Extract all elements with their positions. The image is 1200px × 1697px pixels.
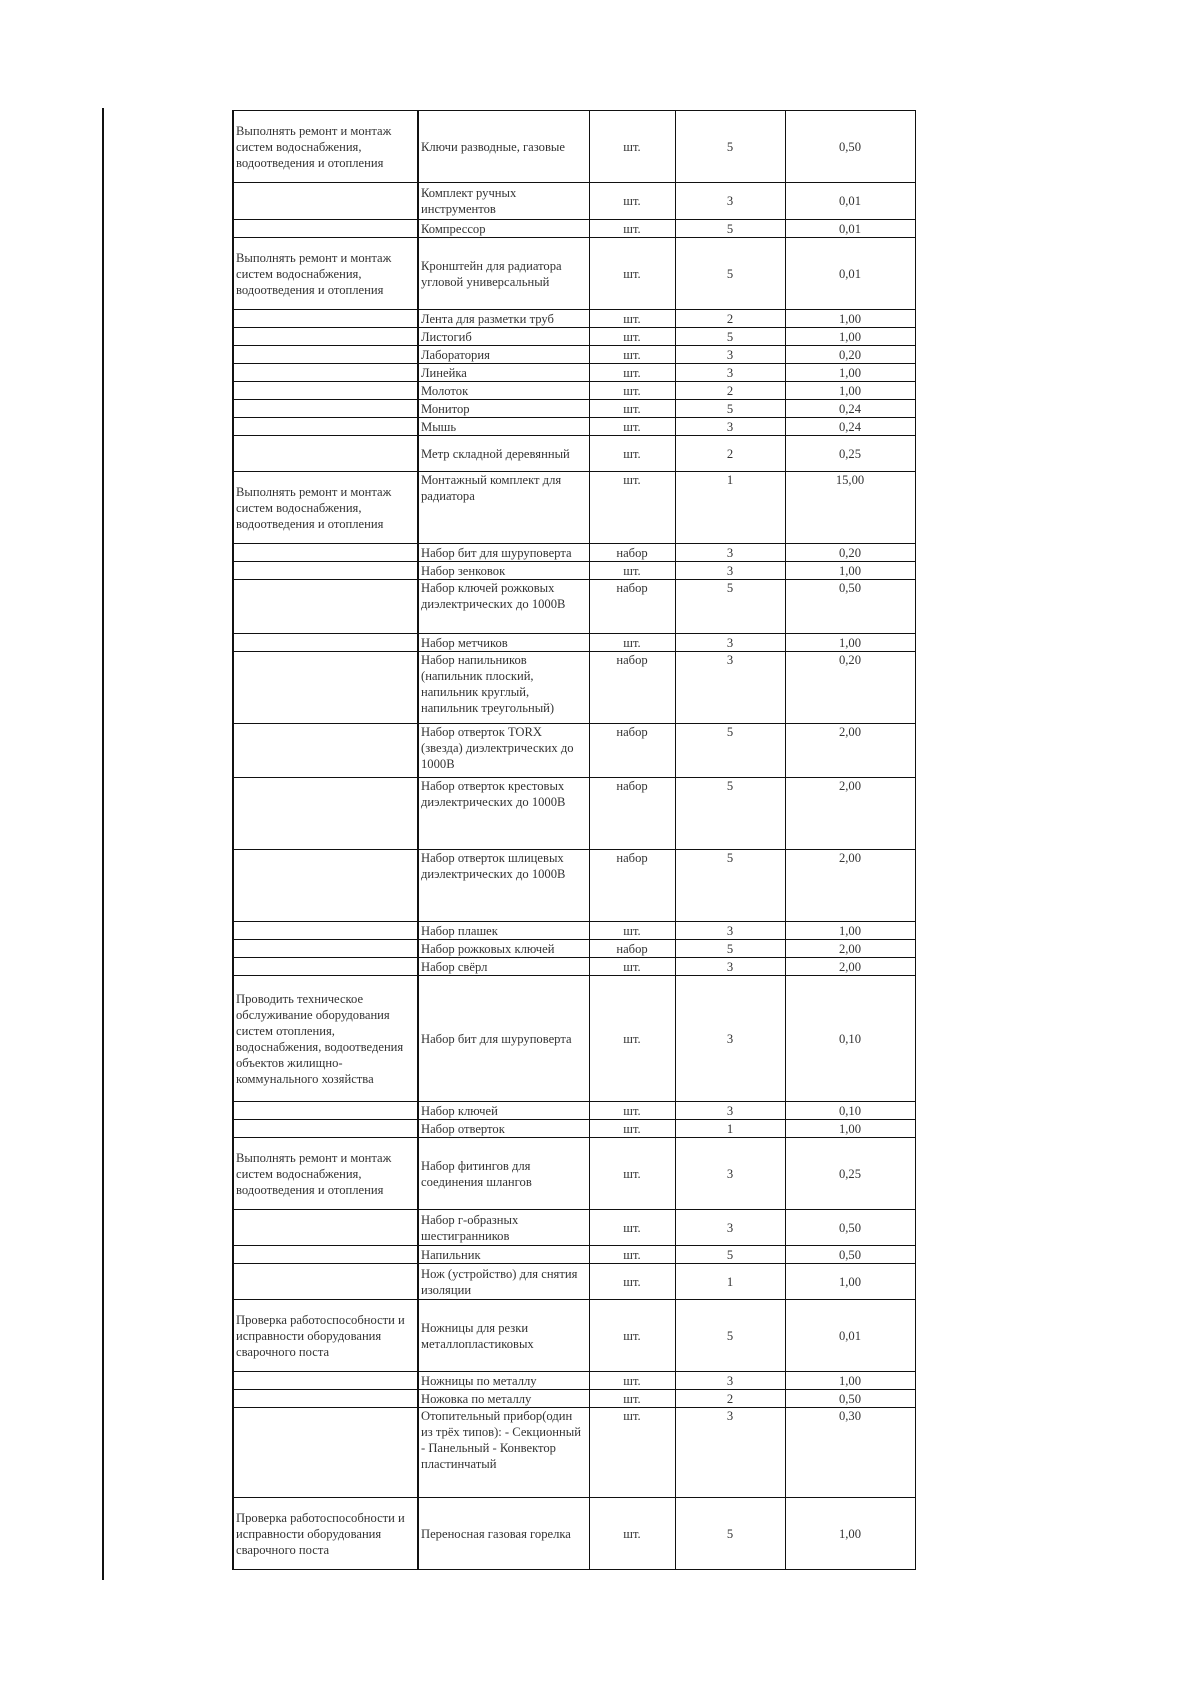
quantity-cell: 2 — [675, 1390, 785, 1408]
table-row — [233, 778, 915, 850]
unit-cell: набор — [589, 850, 675, 922]
unit-cell: шт. — [589, 1210, 675, 1246]
competency-cell — [233, 922, 418, 940]
competency-cell — [233, 418, 418, 436]
table-row — [233, 1300, 915, 1372]
table-row — [233, 1408, 915, 1498]
unit-cell: шт. — [589, 1300, 675, 1372]
unit-cell: шт. — [589, 472, 675, 544]
unit-cell: шт. — [589, 418, 675, 436]
table-row — [233, 1138, 915, 1210]
value-cell: 0,01 — [785, 183, 915, 220]
unit-cell: набор — [589, 724, 675, 778]
table-row — [233, 958, 915, 976]
item-name-cell: Компрессор — [418, 220, 589, 238]
item-name-cell: Набор г-образных шестигранников — [418, 1210, 589, 1246]
table-row — [233, 940, 915, 958]
quantity-cell: 3 — [675, 1210, 785, 1246]
unit-cell: шт. — [589, 1102, 675, 1120]
competency-cell — [233, 1408, 418, 1498]
table-row — [233, 724, 915, 778]
competency-cell — [233, 778, 418, 850]
quantity-cell: 3 — [675, 958, 785, 976]
value-cell: 0,50 — [785, 1210, 915, 1246]
quantity-cell: 2 — [675, 310, 785, 328]
value-cell: 2,00 — [785, 778, 915, 850]
value-cell: 0,01 — [785, 1300, 915, 1372]
table-row — [233, 400, 915, 418]
quantity-cell: 5 — [675, 724, 785, 778]
competency-cell — [233, 940, 418, 958]
quantity-cell: 3 — [675, 346, 785, 364]
item-name-cell: Ключи разводные, газовые — [418, 111, 589, 183]
quantity-cell: 3 — [675, 418, 785, 436]
table-row — [233, 562, 915, 580]
value-cell: 0,10 — [785, 976, 915, 1102]
quantity-cell: 3 — [675, 652, 785, 724]
quantity-cell: 3 — [675, 562, 785, 580]
table-row — [233, 111, 915, 183]
value-cell: 0,20 — [785, 652, 915, 724]
value-cell: 0,50 — [785, 1390, 915, 1408]
quantity-cell: 5 — [675, 111, 785, 183]
unit-cell: шт. — [589, 328, 675, 346]
value-cell: 1,00 — [785, 382, 915, 400]
item-name-cell: Набор фитингов для соединения шлангов — [418, 1138, 589, 1210]
unit-cell: шт. — [589, 1372, 675, 1390]
item-name-cell: Мышь — [418, 418, 589, 436]
quantity-cell: 5 — [675, 400, 785, 418]
unit-cell: шт. — [589, 400, 675, 418]
unit-cell: шт. — [589, 1498, 675, 1570]
table-row — [233, 1120, 915, 1138]
item-name-cell: Отопительный прибор(один из трёх типов): - Секционный - Панельный - Конвектор пластинчатый — [418, 1408, 589, 1498]
quantity-cell: 1 — [675, 1120, 785, 1138]
unit-cell: шт. — [589, 1246, 675, 1264]
item-name-cell: Набор плашек — [418, 922, 589, 940]
competency-cell: Проводить техническое обслуживание оборудования систем отопления, водоснабжения, водоотведения объектов жилищно-коммунального хозяйства — [233, 976, 418, 1102]
item-name-cell: Набор отверток TORX (звезда) диэлектрических до 1000В — [418, 724, 589, 778]
quantity-cell: 5 — [675, 328, 785, 346]
item-name-cell: Нож (устройство) для снятия изоляции — [418, 1264, 589, 1300]
value-cell: 0,25 — [785, 1138, 915, 1210]
equipment-table-body — [233, 111, 915, 1570]
value-cell: 0,20 — [785, 544, 915, 562]
item-name-cell: Метр складной деревянный — [418, 436, 589, 472]
table-row — [233, 1264, 915, 1300]
table-row — [233, 310, 915, 328]
competency-cell — [233, 580, 418, 634]
quantity-cell: 5 — [675, 1300, 785, 1372]
item-name-cell: Листогиб — [418, 328, 589, 346]
value-cell: 1,00 — [785, 310, 915, 328]
competency-cell: Проверка работоспособности и исправности оборудования сварочного поста — [233, 1498, 418, 1570]
table-row — [233, 418, 915, 436]
item-name-cell: Ножницы по металлу — [418, 1372, 589, 1390]
item-name-cell: Набор ключей — [418, 1102, 589, 1120]
unit-cell: шт. — [589, 382, 675, 400]
table-row — [233, 472, 915, 544]
competency-cell — [233, 1372, 418, 1390]
competency-cell — [233, 310, 418, 328]
quantity-cell: 5 — [675, 238, 785, 310]
unit-cell: шт. — [589, 346, 675, 364]
competency-cell — [233, 436, 418, 472]
unit-cell: набор — [589, 652, 675, 724]
value-cell: 0,50 — [785, 1246, 915, 1264]
quantity-cell: 3 — [675, 922, 785, 940]
table-row — [233, 1210, 915, 1246]
value-cell: 15,00 — [785, 472, 915, 544]
unit-cell: шт. — [589, 634, 675, 652]
unit-cell: шт. — [589, 1120, 675, 1138]
competency-cell: Выполнять ремонт и монтаж систем водоснабжения, водоотведения и отопления — [233, 111, 418, 183]
table-row — [233, 544, 915, 562]
table-row — [233, 580, 915, 634]
value-cell: 0,50 — [785, 111, 915, 183]
item-name-cell: Линейка — [418, 364, 589, 382]
unit-cell: шт. — [589, 1264, 675, 1300]
quantity-cell: 5 — [675, 220, 785, 238]
unit-cell: шт. — [589, 436, 675, 472]
unit-cell: набор — [589, 940, 675, 958]
value-cell: 2,00 — [785, 958, 915, 976]
value-cell: 1,00 — [785, 1120, 915, 1138]
competency-cell — [233, 183, 418, 220]
quantity-cell: 3 — [675, 634, 785, 652]
value-cell: 2,00 — [785, 850, 915, 922]
quantity-cell: 1 — [675, 472, 785, 544]
table-row — [233, 1390, 915, 1408]
value-cell: 0,25 — [785, 436, 915, 472]
equipment-table — [232, 110, 916, 1570]
competency-cell — [233, 1390, 418, 1408]
quantity-cell: 3 — [675, 1408, 785, 1498]
item-name-cell: Набор свёрл — [418, 958, 589, 976]
item-name-cell: Набор зенковок — [418, 562, 589, 580]
competency-cell — [233, 634, 418, 652]
competency-cell — [233, 958, 418, 976]
value-cell: 0,01 — [785, 220, 915, 238]
item-name-cell: Кронштейн для радиатора угловой универсальный — [418, 238, 589, 310]
quantity-cell: 5 — [675, 850, 785, 922]
quantity-cell: 2 — [675, 436, 785, 472]
value-cell: 1,00 — [785, 328, 915, 346]
quantity-cell: 3 — [675, 1102, 785, 1120]
quantity-cell: 3 — [675, 544, 785, 562]
unit-cell: шт. — [589, 183, 675, 220]
unit-cell: набор — [589, 778, 675, 850]
unit-cell: шт. — [589, 1408, 675, 1498]
unit-cell: шт. — [589, 220, 675, 238]
value-cell: 1,00 — [785, 634, 915, 652]
unit-cell: шт. — [589, 111, 675, 183]
unit-cell: шт. — [589, 922, 675, 940]
item-name-cell: Набор бит для шуруповерта — [418, 544, 589, 562]
value-cell: 0,20 — [785, 346, 915, 364]
quantity-cell: 1 — [675, 1264, 785, 1300]
table-row — [233, 634, 915, 652]
item-name-cell: Лаборатория — [418, 346, 589, 364]
table-row — [233, 922, 915, 940]
competency-cell — [233, 1102, 418, 1120]
table-row — [233, 328, 915, 346]
value-cell: 1,00 — [785, 922, 915, 940]
competency-cell — [233, 382, 418, 400]
competency-cell — [233, 1210, 418, 1246]
unit-cell: набор — [589, 580, 675, 634]
unit-cell: шт. — [589, 976, 675, 1102]
unit-cell: шт. — [589, 1138, 675, 1210]
quantity-cell: 3 — [675, 1372, 785, 1390]
table-row — [233, 1498, 915, 1570]
competency-cell — [233, 400, 418, 418]
table-row — [233, 183, 915, 220]
unit-cell: шт. — [589, 958, 675, 976]
competency-cell — [233, 364, 418, 382]
competency-cell — [233, 652, 418, 724]
page-margin-rule — [102, 108, 104, 1580]
item-name-cell: Монтажный комплект для радиатора — [418, 472, 589, 544]
item-name-cell: Переносная газовая горелка — [418, 1498, 589, 1570]
competency-cell — [233, 544, 418, 562]
item-name-cell: Комплект ручных инструментов — [418, 183, 589, 220]
value-cell: 0,10 — [785, 1102, 915, 1120]
item-name-cell: Лента для разметки труб — [418, 310, 589, 328]
value-cell: 0,30 — [785, 1408, 915, 1498]
value-cell: 1,00 — [785, 364, 915, 382]
competency-cell — [233, 1120, 418, 1138]
competency-cell: Выполнять ремонт и монтаж систем водоснабжения, водоотведения и отопления — [233, 1138, 418, 1210]
table-row — [233, 364, 915, 382]
item-name-cell: Набор отверток шлицевых диэлектрических до 1000В — [418, 850, 589, 922]
value-cell: 0,24 — [785, 418, 915, 436]
quantity-cell: 5 — [675, 1498, 785, 1570]
value-cell: 1,00 — [785, 1264, 915, 1300]
competency-cell: Выполнять ремонт и монтаж систем водоснабжения, водоотведения и отопления — [233, 472, 418, 544]
competency-cell — [233, 850, 418, 922]
unit-cell: шт. — [589, 562, 675, 580]
quantity-cell: 5 — [675, 940, 785, 958]
value-cell: 1,00 — [785, 562, 915, 580]
item-name-cell: Набор отверток крестовых диэлектрических до 1000В — [418, 778, 589, 850]
item-name-cell: Набор бит для шуруповерта — [418, 976, 589, 1102]
quantity-cell: 3 — [675, 1138, 785, 1210]
table-row — [233, 382, 915, 400]
item-name-cell: Молоток — [418, 382, 589, 400]
item-name-cell: Набор отверток — [418, 1120, 589, 1138]
competency-cell — [233, 1246, 418, 1264]
unit-cell: шт. — [589, 1390, 675, 1408]
item-name-cell: Набор метчиков — [418, 634, 589, 652]
table-row — [233, 238, 915, 310]
competency-cell — [233, 328, 418, 346]
value-cell: 0,01 — [785, 238, 915, 310]
value-cell: 1,00 — [785, 1372, 915, 1390]
unit-cell: набор — [589, 544, 675, 562]
unit-cell: шт. — [589, 364, 675, 382]
table-row — [233, 436, 915, 472]
table-row — [233, 1246, 915, 1264]
competency-cell — [233, 562, 418, 580]
item-name-cell: Набор ключей рожковых диэлектрических до 1000В — [418, 580, 589, 634]
quantity-cell: 2 — [675, 382, 785, 400]
competency-cell — [233, 346, 418, 364]
competency-cell — [233, 724, 418, 778]
competency-cell: Проверка работоспособности и исправности оборудования сварочного поста — [233, 1300, 418, 1372]
item-name-cell: Набор рожковых ключей — [418, 940, 589, 958]
quantity-cell: 3 — [675, 976, 785, 1102]
table-row — [233, 220, 915, 238]
item-name-cell: Напильник — [418, 1246, 589, 1264]
competency-cell: Выполнять ремонт и монтаж систем водоснабжения, водоотведения и отопления — [233, 238, 418, 310]
quantity-cell: 5 — [675, 580, 785, 634]
table-row — [233, 652, 915, 724]
table-row — [233, 976, 915, 1102]
quantity-cell: 3 — [675, 364, 785, 382]
unit-cell: шт. — [589, 238, 675, 310]
value-cell: 2,00 — [785, 940, 915, 958]
unit-cell: шт. — [589, 310, 675, 328]
table-row — [233, 1102, 915, 1120]
item-name-cell: Набор напильников (напильник плоский, напильник круглый, напильник треугольный) — [418, 652, 589, 724]
item-name-cell: Ножницы для резки металлопластиковых — [418, 1300, 589, 1372]
table-row — [233, 850, 915, 922]
competency-cell — [233, 1264, 418, 1300]
item-name-cell: Монитор — [418, 400, 589, 418]
table-row — [233, 1372, 915, 1390]
value-cell: 0,24 — [785, 400, 915, 418]
quantity-cell: 5 — [675, 1246, 785, 1264]
value-cell: 2,00 — [785, 724, 915, 778]
competency-cell — [233, 220, 418, 238]
value-cell: 1,00 — [785, 1498, 915, 1570]
item-name-cell: Ножовка по металлу — [418, 1390, 589, 1408]
value-cell: 0,50 — [785, 580, 915, 634]
quantity-cell: 5 — [675, 778, 785, 850]
quantity-cell: 3 — [675, 183, 785, 220]
table-row — [233, 346, 915, 364]
